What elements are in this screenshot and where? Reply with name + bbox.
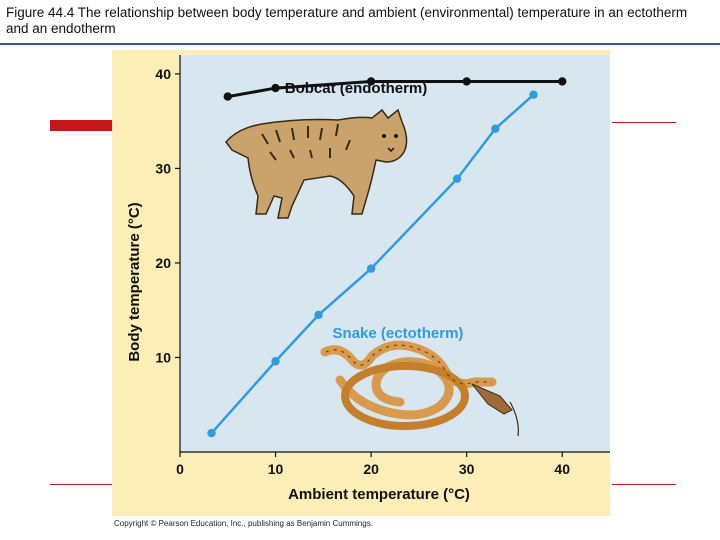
data-point xyxy=(462,77,470,85)
data-point xyxy=(529,91,537,99)
data-point xyxy=(224,92,232,100)
x-tick-label: 20 xyxy=(363,461,379,477)
x-axis-label: Ambient temperature (°C) xyxy=(288,486,470,503)
data-point xyxy=(271,357,279,365)
data-point xyxy=(271,84,279,92)
x-tick-label: 40 xyxy=(554,461,571,477)
x-tick-label: 10 xyxy=(267,461,284,477)
data-point xyxy=(314,311,322,319)
x-tick-label: 30 xyxy=(458,461,475,477)
y-tick-label: 30 xyxy=(155,160,171,177)
y-tick-label: 40 xyxy=(155,65,171,82)
figure-caption: Figure 44.4 The relationship between body temperature and ambient (environmental) temperature in an ectotherm and an endotherm xyxy=(6,5,688,36)
y-tick-label: 20 xyxy=(155,254,171,271)
data-point xyxy=(367,264,375,272)
y-tick-label: 10 xyxy=(155,349,171,366)
data-point xyxy=(207,429,215,437)
x-tick-label: 0 xyxy=(176,461,184,477)
series-label: Snake (ectotherm) xyxy=(332,324,464,342)
data-point xyxy=(558,77,566,85)
data-point xyxy=(491,125,499,133)
y-axis-label: Body temperature (°C) xyxy=(126,202,143,362)
copyright-notice: Copyright © Pearson Education, Inc., publishing as Benjamin Cummings. xyxy=(114,519,373,528)
data-point xyxy=(453,175,461,183)
series-label: Bobcat (endotherm) xyxy=(284,80,428,98)
